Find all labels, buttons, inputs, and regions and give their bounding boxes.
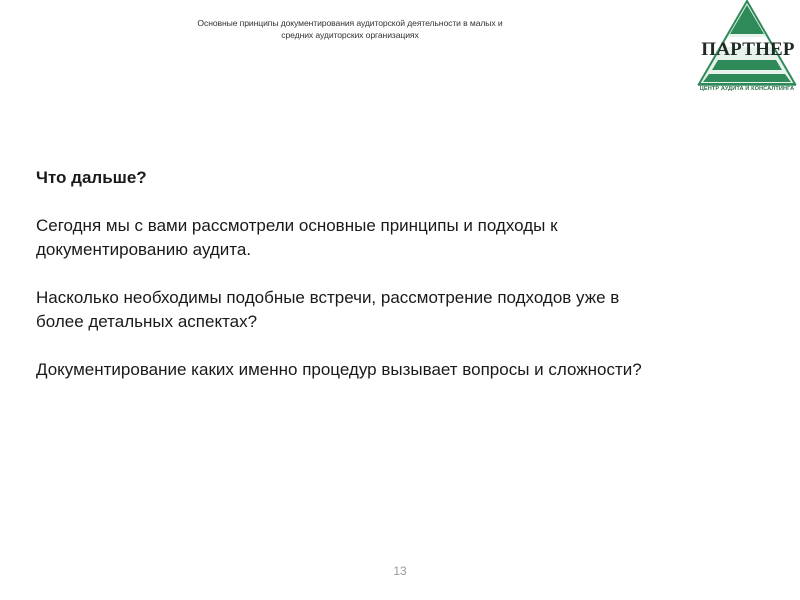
header-title-line-2: средних аудиторских организациях xyxy=(281,30,419,40)
slide-header-title xyxy=(140,17,560,41)
logo-caption: ЦЕНТР АУДИТА И КОНСАЛТИНГА xyxy=(699,86,795,92)
body-heading: Что дальше? xyxy=(36,168,147,187)
body-paragraph-1: Сегодня мы с вами рассмотрели основные принципы и подходы к документированию аудита. xyxy=(36,216,558,259)
body-paragraph-3: Документирование каких именно процедур вызывает вопросы и сложности? xyxy=(36,360,642,379)
slide-body xyxy=(36,166,656,406)
header-title-line-1: Основные принципы документирования аудиторской деятельности в малых и xyxy=(197,18,503,28)
body-paragraph-2: Насколько необходимы подобные встречи, рассмотрение подходов уже в более детальных аспектах? xyxy=(36,288,620,331)
page-number: 13 xyxy=(393,564,407,578)
logo-wordmark: ПАРТНЕР xyxy=(701,39,795,60)
